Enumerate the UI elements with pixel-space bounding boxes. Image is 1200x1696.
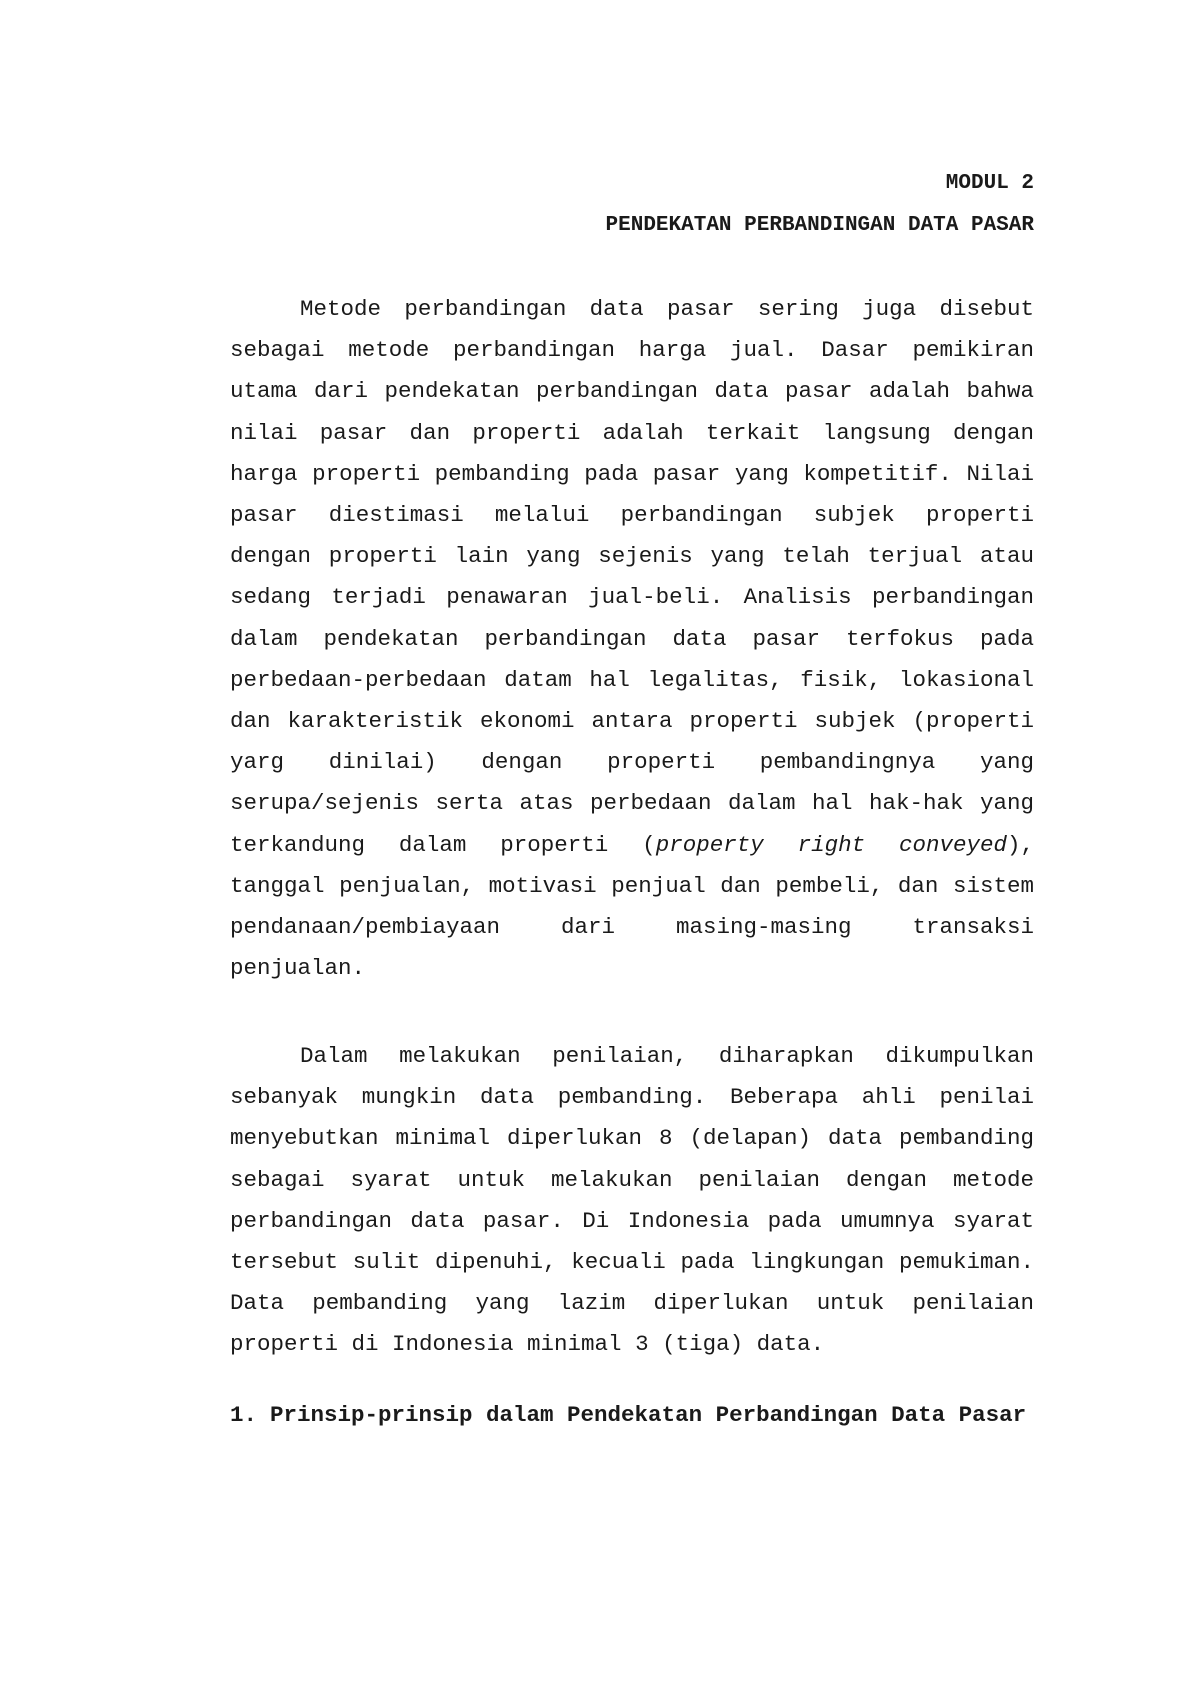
paragraph-2-text: Dalam melakukan penilaian, diharapkan dikumpulkan sebanyak mungkin data pembanding. Beberapa ahli penilai menyebutkan minimal diperlukan 8 (delapan) data pembanding sebagai syarat untuk melakukan penilaian dengan metode perbandingan data pasar. Di Indonesia pada umumnya syarat tersebut sulit dipenuhi, kecuali pada lingkungan pemukiman. Data pembanding yang lazim diperlukan untuk penilaian properti di Indonesia minimal 3 (tiga) data. (230, 1043, 1034, 1358)
paragraph-1-text-b: ), tanggal penjualan, motivasi penjual dan pembeli, dan sistem pendanaan/pembiayaan dari masing-masing transaksi penjualan. (230, 831, 1034, 982)
module-title: PENDEKATAN PERBANDINGAN DATA PASAR (605, 214, 1034, 237)
section-number: 1. (230, 1402, 258, 1428)
module-label: MODUL 2 (945, 172, 1034, 195)
section-heading-1 (230, 1395, 1034, 1436)
paragraph-1-text-a: Metode perbandingan data pasar sering juga disebut sebagai metode perbandingan harga jual. Dasar pemikiran utama dari pendekatan perbandingan data pasar adalah bahwa nilai pasar dan properti adalah terkait langsung dengan harga properti pembanding pada pasar yang kompetitif. Nilai pasar diestimasi melalui perbandingan subjek properti dengan properti lain yang sejenis yang telah terjual atau sedang terjadi penawaran jual-beli. Analisis perbandingan dalam pendekatan perbandingan data pasar terfokus pada perbedaan-perbedaan datam hal legalitas, fisik, lokasional dan karakteristik ekonomi antara properti subjek (properti yarg dinilai) dengan properti pembandingnya yang serupa/sejenis serta atas perbedaan dalam hal hak-hak yang terkandung dalam properti ( (230, 296, 1034, 858)
paragraph-1-italic-term: property right conveyed (655, 831, 1007, 858)
paragraph-2 (230, 1036, 1034, 1366)
section-title: Prinsip-prinsip dalam Pendekatan Perbandingan Data Pasar (270, 1402, 1027, 1428)
paragraph-1 (230, 289, 1034, 989)
